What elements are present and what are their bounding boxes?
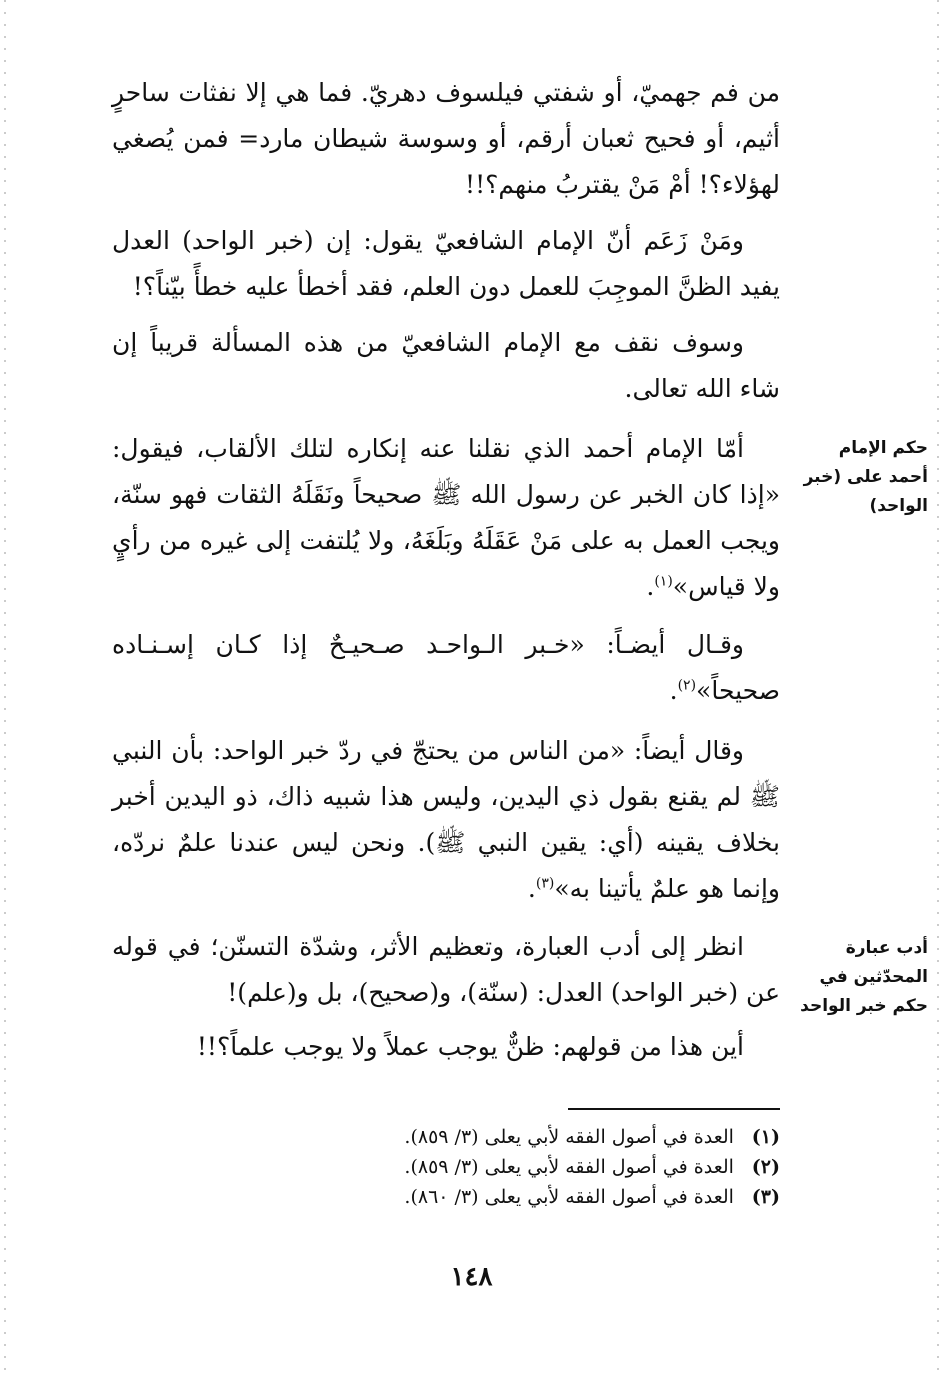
footnote-separator [568,1108,780,1110]
paragraph-6: وقال أيضاً: «من الناس من يحتجّ في ردّ خبر الواحد: بأن النبي ﷺ لم يقنع بقول ذي اليدين، وليس هذا شبيه ذاك، ذو اليدين أخبر بخلاف يقينه (أي: يقين النبي ﷺ). ونحن ليس عندنا علمٌ نردّه، وإنما هو علمٌ يأتينا به»$^{(٣)}$. [112,736,780,903]
scan-edge-left [4,0,6,1374]
margin-note-ahmad: حكم الإمام أحمد على (خبر الواحد) [803,438,928,516]
footnote-2: (٢) العدة في أصول الفقه لأبي يعلى (٣/ ٨٥٩). [404,1156,780,1178]
footnote-3: (٣) العدة في أصول الفقه لأبي يعلى (٣/ ٨٦٠). [404,1186,780,1208]
footnote-1: (١) العدة في أصول الفقه لأبي يعلى (٣/ ٨٥٩). [404,1126,780,1148]
main-text [112,70,780,1070]
margin-note-adab: أدب عبارة المحدّثين في حكم خبر الواحد [800,938,928,1016]
paragraph-5: وقـال أيضـاً: «خـبر الـواحـد صـحيـحٌ إذا كـان إسـنـاده صحيحاً»$^{(٢)}$. [112,630,780,705]
footnotes [340,1122,780,1212]
footnote-ref-2: (٢) [677,677,697,694]
footnote-ref-1: (١) [654,573,673,590]
paragraph-7: انظر إلى أدب العبارة، وتعظيم الأثر، وشدّة التسنّن؛ في قوله عن (خبر الواحد) العدل: (سنّة)، و(صحيح)، بل و(علم)! [112,932,780,1007]
paragraph-2: ومَنْ زَعَم أنّ الإمام الشافعيّ يقول: إن (خبر الواحد) العدل يفيد الظنَّ الموجِبَ للعمل دون العلم، فقد أخطأ عليه خطأً بيّناً؟! [112,226,780,301]
paragraph-3: وسوف نقف مع الإمام الشافعيّ من هذه المسألة قريباً إن شاء الله تعالى. [112,328,780,403]
page-number: ١٤٨ [450,1262,493,1292]
paragraph-8: أين هذا من قولهم: ظنٌّ يوجب عملاً ولا يوجب علماً؟!! [196,1032,744,1061]
scan-edge-right [937,0,939,1374]
footnote-ref-3: (٣) [535,875,555,892]
paragraph-4: أمّا الإمام أحمد الذي نقلنا عنه إنكاره لتلك الألقاب، فيقول: «إذا كان الخبر عن رسول الله ﷺ صحيحاً ونَقَلَهُ الثقات فهو سنّة، ويجب العمل به على مَنْ عَقَلَهُ وبَلَغَهُ، ولا يُلتفت إلى غيره من رأيٍ ولا قياس»$^{(١)}$. [112,434,780,601]
paragraph-1: من فم جهميّ، أو شفتي فيلسوف دهريّ. فما هي إلا نفثات ساحرٍ أثيم، أو فحيح ثعبان أرقم، أو وسوسة شيطان مارد= فمن يُصغي لهؤلاء؟! أمْ مَنْ يقتربُ منهم؟!! [112,78,780,199]
